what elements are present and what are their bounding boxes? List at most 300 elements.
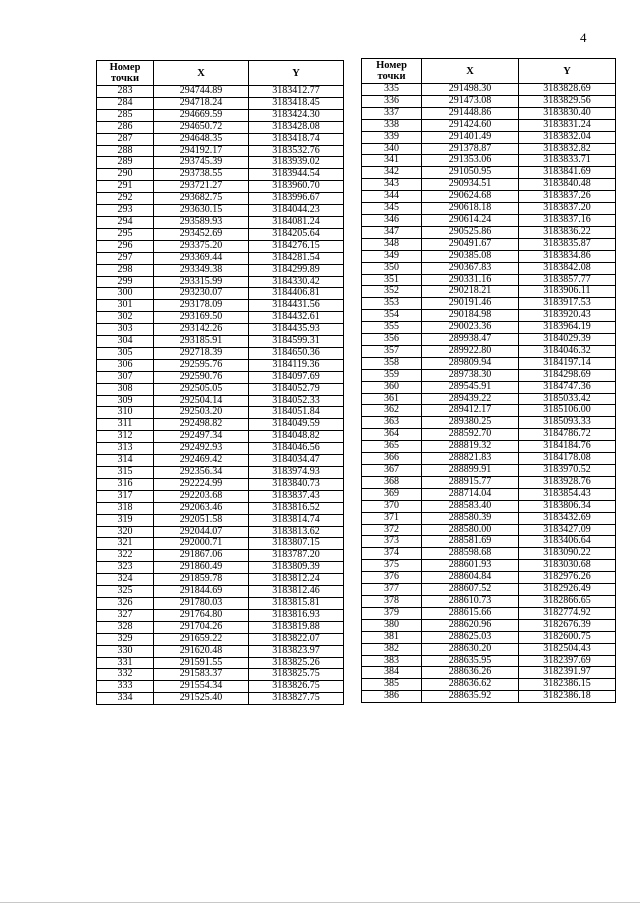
y-coordinate-cell: 3184051.84 — [249, 407, 344, 419]
coordinates-table-left — [96, 60, 344, 705]
y-coordinate-cell: 3184049.59 — [249, 419, 344, 431]
point-number-cell: 300 — [97, 288, 154, 300]
x-coordinate-cell: 292492.93 — [154, 443, 249, 455]
table-row — [97, 336, 344, 348]
y-coordinate-cell: 3184276.15 — [249, 240, 344, 252]
table-row — [362, 441, 616, 453]
point-number-cell: 294 — [97, 216, 154, 228]
y-coordinate-cell: 3183832.04 — [519, 131, 616, 143]
y-coordinate-cell: 3183825.26 — [249, 657, 344, 669]
x-coordinate-cell: 293721.27 — [154, 181, 249, 193]
y-coordinate-cell: 3183819.88 — [249, 621, 344, 633]
x-coordinate-cell: 292504.14 — [154, 395, 249, 407]
y-coordinate-cell: 3183806.34 — [519, 500, 616, 512]
point-number-cell: 382 — [362, 643, 422, 655]
table-row — [362, 262, 616, 274]
point-number-cell: 355 — [362, 322, 422, 334]
y-coordinate-cell: 3183928.76 — [519, 476, 616, 488]
point-number-cell: 286 — [97, 121, 154, 133]
table-row — [97, 478, 344, 490]
x-coordinate-cell: 288635.95 — [422, 655, 519, 667]
x-coordinate-cell: 290331.16 — [422, 274, 519, 286]
y-coordinate-cell: 3183837.16 — [519, 214, 616, 226]
x-coordinate-cell: 292595.76 — [154, 359, 249, 371]
table-row — [97, 157, 344, 169]
table-row — [362, 310, 616, 322]
y-coordinate-cell: 3182391.97 — [519, 667, 616, 679]
y-coordinate-cell: 3183840.73 — [249, 478, 344, 490]
y-coordinate-cell: 3183828.69 — [519, 84, 616, 96]
x-coordinate-cell: 288636.62 — [422, 679, 519, 691]
point-number-cell: 301 — [97, 300, 154, 312]
point-number-cell: 302 — [97, 312, 154, 324]
point-number-cell: 354 — [362, 310, 422, 322]
y-coordinate-cell: 3183432.69 — [519, 512, 616, 524]
table-row — [362, 95, 616, 107]
y-coordinate-cell: 3184599.31 — [249, 336, 344, 348]
x-coordinate-cell: 293169.50 — [154, 312, 249, 324]
point-number-cell: 317 — [97, 490, 154, 502]
point-number-cell: 310 — [97, 407, 154, 419]
x-coordinate-cell: 293738.55 — [154, 169, 249, 181]
x-coordinate-cell: 290184.98 — [422, 310, 519, 322]
x-coordinate-cell: 291591.55 — [154, 657, 249, 669]
table-row — [97, 526, 344, 538]
table-row — [97, 609, 344, 621]
y-coordinate-cell: 3184097.69 — [249, 371, 344, 383]
x-coordinate-cell: 291353.06 — [422, 155, 519, 167]
point-number-cell: 311 — [97, 419, 154, 431]
y-coordinate-cell: 3182866.65 — [519, 595, 616, 607]
header-point-number: Номер точки — [97, 61, 154, 86]
x-coordinate-cell: 291844.69 — [154, 586, 249, 598]
y-coordinate-cell: 3183833.71 — [519, 155, 616, 167]
point-number-cell: 315 — [97, 467, 154, 479]
point-number-cell: 370 — [362, 500, 422, 512]
x-coordinate-cell: 291620.48 — [154, 645, 249, 657]
point-number-cell: 379 — [362, 607, 422, 619]
table-row — [97, 288, 344, 300]
table-row — [362, 500, 616, 512]
y-coordinate-cell: 3184330.42 — [249, 276, 344, 288]
table-row — [362, 322, 616, 334]
y-coordinate-cell: 3183842.08 — [519, 262, 616, 274]
y-coordinate-cell: 3182926.49 — [519, 584, 616, 596]
y-coordinate-cell: 3184197.14 — [519, 357, 616, 369]
header-y: Y — [249, 61, 344, 86]
y-coordinate-cell: 3182504.43 — [519, 643, 616, 655]
x-coordinate-cell: 289738.30 — [422, 369, 519, 381]
table-row — [97, 216, 344, 228]
y-coordinate-cell: 3182976.26 — [519, 572, 616, 584]
point-number-cell: 356 — [362, 334, 422, 346]
x-coordinate-cell: 294669.59 — [154, 109, 249, 121]
y-coordinate-cell: 3183830.40 — [519, 107, 616, 119]
x-coordinate-cell: 291498.30 — [422, 84, 519, 96]
point-number-cell: 366 — [362, 453, 422, 465]
table-row — [97, 562, 344, 574]
x-coordinate-cell: 289545.91 — [422, 381, 519, 393]
y-coordinate-cell: 3182386.18 — [519, 691, 616, 703]
point-number-cell: 328 — [97, 621, 154, 633]
table-row — [97, 312, 344, 324]
point-number-cell: 344 — [362, 191, 422, 203]
x-coordinate-cell: 293452.69 — [154, 228, 249, 240]
x-coordinate-cell: 289938.47 — [422, 334, 519, 346]
x-coordinate-cell: 291473.08 — [422, 95, 519, 107]
table-row — [362, 334, 616, 346]
y-coordinate-cell: 3183787.20 — [249, 550, 344, 562]
table-header-row — [362, 59, 616, 84]
y-coordinate-cell: 3183815.81 — [249, 597, 344, 609]
table-row — [97, 371, 344, 383]
point-number-cell: 380 — [362, 619, 422, 631]
x-coordinate-cell: 293230.07 — [154, 288, 249, 300]
x-coordinate-cell: 289412.17 — [422, 405, 519, 417]
table-row — [362, 131, 616, 143]
x-coordinate-cell: 291704.26 — [154, 621, 249, 633]
y-coordinate-cell: 3184747.36 — [519, 381, 616, 393]
point-number-cell: 339 — [362, 131, 422, 143]
point-number-cell: 367 — [362, 465, 422, 477]
y-coordinate-cell: 3183809.39 — [249, 562, 344, 574]
point-number-cell: 357 — [362, 345, 422, 357]
table-row — [362, 476, 616, 488]
point-number-cell: 306 — [97, 359, 154, 371]
x-coordinate-cell: 290385.08 — [422, 250, 519, 262]
point-number-cell: 369 — [362, 488, 422, 500]
x-coordinate-cell: 288610.73 — [422, 595, 519, 607]
table-row — [97, 395, 344, 407]
table-row — [97, 633, 344, 645]
y-coordinate-cell: 3183906.11 — [519, 286, 616, 298]
table-row — [97, 538, 344, 550]
table-row — [362, 84, 616, 96]
y-coordinate-cell: 3183964.19 — [519, 322, 616, 334]
table-row — [97, 657, 344, 669]
table-row — [362, 191, 616, 203]
table-row — [362, 250, 616, 262]
x-coordinate-cell: 288899.91 — [422, 465, 519, 477]
y-coordinate-cell: 3184046.32 — [519, 345, 616, 357]
x-coordinate-cell: 293349.38 — [154, 264, 249, 276]
table-row — [362, 214, 616, 226]
x-coordinate-cell: 292051.58 — [154, 514, 249, 526]
x-coordinate-cell: 288625.03 — [422, 631, 519, 643]
x-coordinate-cell: 290934.51 — [422, 179, 519, 191]
point-number-cell: 319 — [97, 514, 154, 526]
point-number-cell: 333 — [97, 681, 154, 693]
point-number-cell: 338 — [362, 119, 422, 131]
table-row — [97, 300, 344, 312]
x-coordinate-cell: 293630.15 — [154, 205, 249, 217]
table-row — [362, 298, 616, 310]
y-coordinate-cell: 3183814.74 — [249, 514, 344, 526]
x-coordinate-cell: 291525.40 — [154, 693, 249, 705]
x-coordinate-cell: 290614.24 — [422, 214, 519, 226]
x-coordinate-cell: 288636.26 — [422, 667, 519, 679]
y-coordinate-cell: 3183816.52 — [249, 502, 344, 514]
y-coordinate-cell: 3183822.07 — [249, 633, 344, 645]
x-coordinate-cell: 292203.68 — [154, 490, 249, 502]
y-coordinate-cell: 3184052.33 — [249, 395, 344, 407]
table-row — [97, 490, 344, 502]
y-coordinate-cell: 3183854.43 — [519, 488, 616, 500]
point-number-cell: 284 — [97, 97, 154, 109]
point-number-cell: 365 — [362, 441, 422, 453]
table-row — [362, 167, 616, 179]
y-coordinate-cell: 3183827.75 — [249, 693, 344, 705]
point-number-cell: 374 — [362, 548, 422, 560]
x-coordinate-cell: 288601.93 — [422, 560, 519, 572]
point-number-cell: 349 — [362, 250, 422, 262]
point-number-cell: 296 — [97, 240, 154, 252]
y-coordinate-cell: 3184048.82 — [249, 431, 344, 443]
y-coordinate-cell: 3184119.36 — [249, 359, 344, 371]
table-row — [362, 607, 616, 619]
x-coordinate-cell: 291050.95 — [422, 167, 519, 179]
table-row — [97, 276, 344, 288]
table-row — [97, 514, 344, 526]
x-coordinate-cell: 293178.09 — [154, 300, 249, 312]
table-row — [97, 145, 344, 157]
point-number-cell: 307 — [97, 371, 154, 383]
x-coordinate-cell: 293185.91 — [154, 336, 249, 348]
point-number-cell: 348 — [362, 238, 422, 250]
y-coordinate-cell: 3183807.15 — [249, 538, 344, 550]
x-coordinate-cell: 291448.86 — [422, 107, 519, 119]
point-number-cell: 308 — [97, 383, 154, 395]
x-coordinate-cell: 294718.24 — [154, 97, 249, 109]
y-coordinate-cell: 3183428.08 — [249, 121, 344, 133]
table-row — [362, 655, 616, 667]
table-row — [97, 205, 344, 217]
table-row — [97, 86, 344, 98]
x-coordinate-cell: 291860.49 — [154, 562, 249, 574]
y-coordinate-cell: 3184044.23 — [249, 205, 344, 217]
y-coordinate-cell: 3183418.74 — [249, 133, 344, 145]
table-row — [362, 619, 616, 631]
x-coordinate-cell: 292498.82 — [154, 419, 249, 431]
point-number-cell: 293 — [97, 205, 154, 217]
table-row — [362, 643, 616, 655]
y-coordinate-cell: 3184431.56 — [249, 300, 344, 312]
table-row — [362, 393, 616, 405]
x-coordinate-cell: 292497.34 — [154, 431, 249, 443]
table-row — [362, 453, 616, 465]
point-number-cell: 362 — [362, 405, 422, 417]
x-coordinate-cell: 290023.36 — [422, 322, 519, 334]
y-coordinate-cell: 3184034.47 — [249, 455, 344, 467]
table-row — [97, 681, 344, 693]
point-number-cell: 318 — [97, 502, 154, 514]
y-coordinate-cell: 3183996.67 — [249, 193, 344, 205]
point-number-cell: 377 — [362, 584, 422, 596]
x-coordinate-cell: 288821.83 — [422, 453, 519, 465]
x-coordinate-cell: 290491.67 — [422, 238, 519, 250]
point-number-cell: 346 — [362, 214, 422, 226]
y-coordinate-cell: 3183406.64 — [519, 536, 616, 548]
y-coordinate-cell: 3183939.02 — [249, 157, 344, 169]
table-row — [362, 345, 616, 357]
x-coordinate-cell: 293589.93 — [154, 216, 249, 228]
point-number-cell: 350 — [362, 262, 422, 274]
point-number-cell: 327 — [97, 609, 154, 621]
x-coordinate-cell: 289809.94 — [422, 357, 519, 369]
y-coordinate-cell: 3183836.22 — [519, 226, 616, 238]
point-number-cell: 297 — [97, 252, 154, 264]
table-row — [362, 369, 616, 381]
table-row — [97, 240, 344, 252]
x-coordinate-cell: 288580.00 — [422, 524, 519, 536]
x-coordinate-cell: 294648.35 — [154, 133, 249, 145]
table-row — [97, 347, 344, 359]
x-coordinate-cell: 292044.07 — [154, 526, 249, 538]
y-coordinate-cell: 3183917.53 — [519, 298, 616, 310]
y-coordinate-cell: 3183823.97 — [249, 645, 344, 657]
x-coordinate-cell: 292469.42 — [154, 455, 249, 467]
y-coordinate-cell: 3182774.92 — [519, 607, 616, 619]
y-coordinate-cell: 3184299.89 — [249, 264, 344, 276]
y-coordinate-cell: 3183532.76 — [249, 145, 344, 157]
table-row — [362, 595, 616, 607]
y-coordinate-cell: 3183427.09 — [519, 524, 616, 536]
point-number-cell: 372 — [362, 524, 422, 536]
x-coordinate-cell: 292590.76 — [154, 371, 249, 383]
point-number-cell: 351 — [362, 274, 422, 286]
header-x: X — [422, 59, 519, 84]
y-coordinate-cell: 3184178.08 — [519, 453, 616, 465]
coordinates-table-right — [361, 58, 616, 703]
y-coordinate-cell: 3184281.54 — [249, 252, 344, 264]
header-point-number: Номер точки — [362, 59, 422, 84]
x-coordinate-cell: 288630.20 — [422, 643, 519, 655]
y-coordinate-cell: 3184184.76 — [519, 441, 616, 453]
table-row — [97, 443, 344, 455]
table-row — [362, 357, 616, 369]
table-row — [97, 109, 344, 121]
x-coordinate-cell: 290218.21 — [422, 286, 519, 298]
x-coordinate-cell: 292718.39 — [154, 347, 249, 359]
y-coordinate-cell: 3184435.93 — [249, 324, 344, 336]
point-number-cell: 383 — [362, 655, 422, 667]
table-row — [97, 181, 344, 193]
table-row — [362, 226, 616, 238]
table-row — [362, 286, 616, 298]
point-number-cell: 312 — [97, 431, 154, 443]
table-row — [97, 228, 344, 240]
x-coordinate-cell: 294192.17 — [154, 145, 249, 157]
y-coordinate-cell: 3183837.20 — [519, 203, 616, 215]
y-coordinate-cell: 3182676.39 — [519, 619, 616, 631]
point-number-cell: 381 — [362, 631, 422, 643]
x-coordinate-cell: 290191.46 — [422, 298, 519, 310]
x-coordinate-cell: 290618.18 — [422, 203, 519, 215]
table-row — [97, 264, 344, 276]
table-row — [362, 417, 616, 429]
y-coordinate-cell: 3183944.54 — [249, 169, 344, 181]
x-coordinate-cell: 292503.20 — [154, 407, 249, 419]
point-number-cell: 335 — [362, 84, 422, 96]
y-coordinate-cell: 3183826.75 — [249, 681, 344, 693]
table-row — [97, 597, 344, 609]
table-row — [362, 465, 616, 477]
y-coordinate-cell: 3185106.00 — [519, 405, 616, 417]
table-row — [97, 550, 344, 562]
y-coordinate-cell: 3183832.82 — [519, 143, 616, 155]
y-coordinate-cell: 3184650.36 — [249, 347, 344, 359]
table-row — [97, 669, 344, 681]
point-number-cell: 342 — [362, 167, 422, 179]
y-coordinate-cell: 3185033.42 — [519, 393, 616, 405]
x-coordinate-cell: 291659.22 — [154, 633, 249, 645]
x-coordinate-cell: 289922.80 — [422, 345, 519, 357]
y-coordinate-cell: 3184046.56 — [249, 443, 344, 455]
point-number-cell: 334 — [97, 693, 154, 705]
point-number-cell: 322 — [97, 550, 154, 562]
point-number-cell: 325 — [97, 586, 154, 598]
x-coordinate-cell: 293682.75 — [154, 193, 249, 205]
y-coordinate-cell: 3183816.93 — [249, 609, 344, 621]
table-row — [362, 143, 616, 155]
y-coordinate-cell: 3183974.93 — [249, 467, 344, 479]
y-coordinate-cell: 3183030.68 — [519, 560, 616, 572]
point-number-cell: 358 — [362, 357, 422, 369]
point-number-cell: 343 — [362, 179, 422, 191]
point-number-cell: 320 — [97, 526, 154, 538]
point-number-cell: 304 — [97, 336, 154, 348]
table-row — [362, 524, 616, 536]
table-row — [362, 691, 616, 703]
y-coordinate-cell: 3183829.56 — [519, 95, 616, 107]
table-row — [362, 536, 616, 548]
table-row — [362, 119, 616, 131]
point-number-cell: 385 — [362, 679, 422, 691]
x-coordinate-cell: 292505.05 — [154, 383, 249, 395]
point-number-cell: 361 — [362, 393, 422, 405]
y-coordinate-cell: 3183812.46 — [249, 586, 344, 598]
point-number-cell: 347 — [362, 226, 422, 238]
x-coordinate-cell: 288598.68 — [422, 548, 519, 560]
table-row — [97, 467, 344, 479]
table-row — [97, 574, 344, 586]
y-coordinate-cell: 3183837.43 — [249, 490, 344, 502]
y-coordinate-cell: 3185093.33 — [519, 417, 616, 429]
y-coordinate-cell: 3183920.43 — [519, 310, 616, 322]
scan-edge-line — [0, 902, 640, 903]
x-coordinate-cell: 291401.49 — [422, 131, 519, 143]
table-row — [97, 502, 344, 514]
header-x: X — [154, 61, 249, 86]
x-coordinate-cell: 288635.92 — [422, 691, 519, 703]
point-number-cell: 352 — [362, 286, 422, 298]
point-number-cell: 292 — [97, 193, 154, 205]
y-coordinate-cell: 3182600.75 — [519, 631, 616, 643]
x-coordinate-cell: 294650.72 — [154, 121, 249, 133]
x-coordinate-cell: 291764.80 — [154, 609, 249, 621]
table-header-row — [97, 61, 344, 86]
point-number-cell: 323 — [97, 562, 154, 574]
table-row — [362, 381, 616, 393]
x-coordinate-cell: 288915.77 — [422, 476, 519, 488]
x-coordinate-cell: 288581.69 — [422, 536, 519, 548]
point-number-cell: 341 — [362, 155, 422, 167]
y-coordinate-cell: 3183841.69 — [519, 167, 616, 179]
y-coordinate-cell: 3183424.30 — [249, 109, 344, 121]
point-number-cell: 336 — [362, 95, 422, 107]
table-row — [97, 359, 344, 371]
x-coordinate-cell: 291424.60 — [422, 119, 519, 131]
